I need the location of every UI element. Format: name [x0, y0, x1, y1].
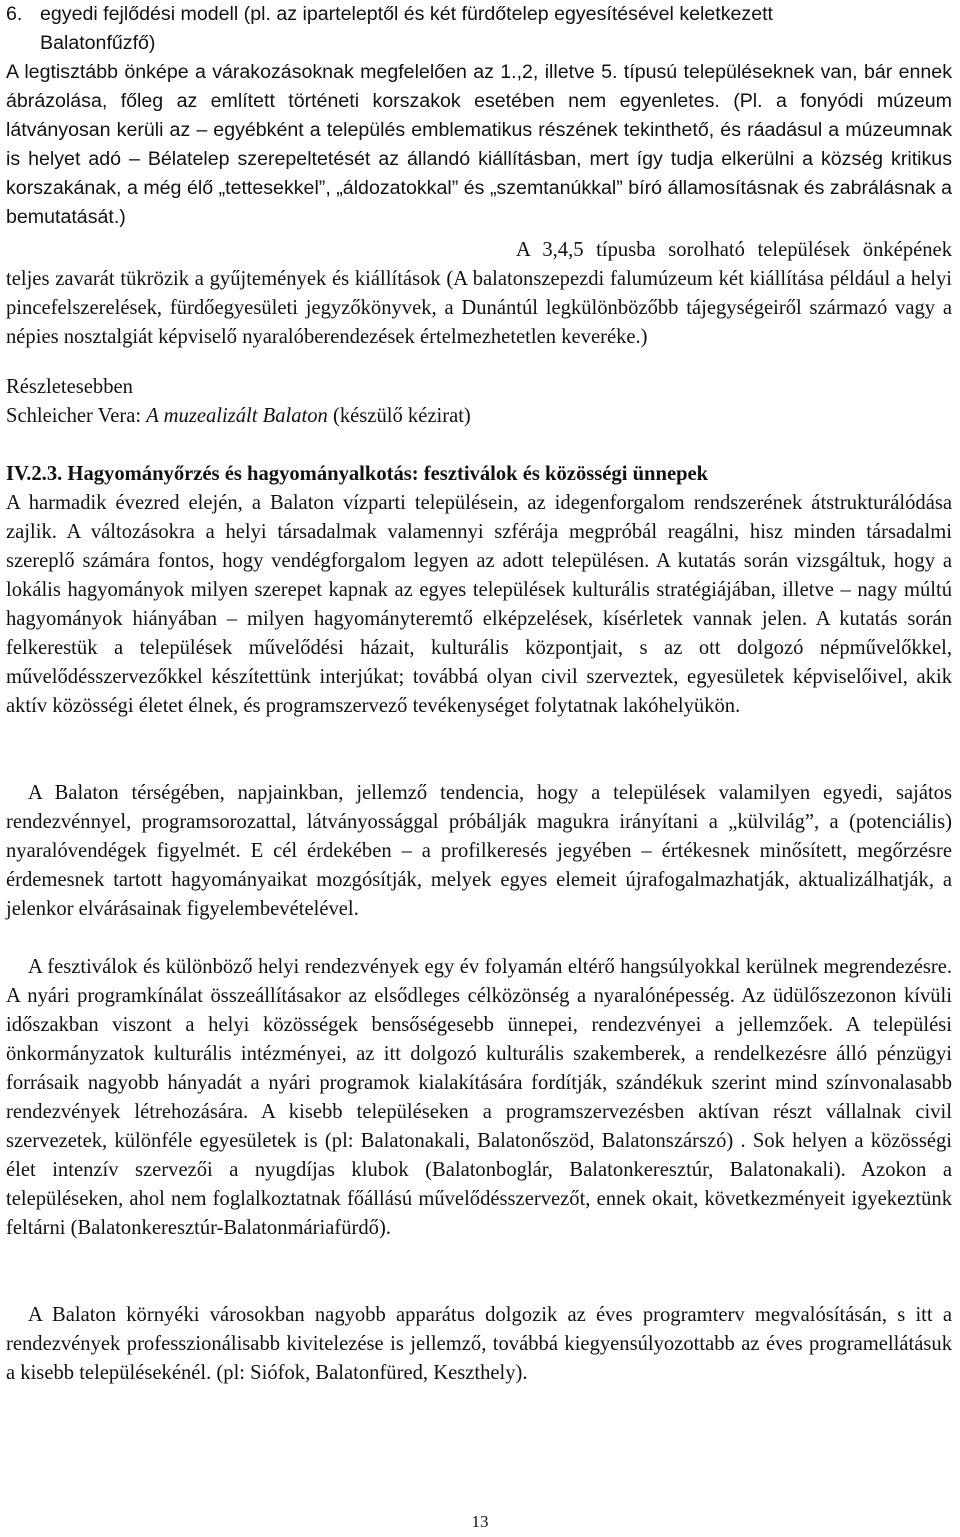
section-title: Hagyományőrzés és hagyományalkotás: fesztiválok és közösségi ünnepek	[62, 463, 709, 485]
list-item-text: egyedi fejlődési modell (pl. az iparteleptől és két fürdőtelep egyesítésével keletkezett	[40, 3, 774, 25]
reference-title: A muzealizált Balaton	[146, 405, 328, 427]
paragraph-3: A fesztiválok és különböző helyi rendezvények egy év folyamán eltérő hangsúlyokkal kerülnek megrendezésre. A nyári programkínálat összeállításakor az elsődleges célközönség a nyaralónépesség. Az üdülőszezonon kívüli időszakban viszont a helyi közösségek bensőségesebb ünnepei, rendezvényei a jellemzőek. A települési önkormányzatok kulturális intézményei, az itt dolgozó kulturális szakemberek, a rendelkezésre álló pénzügyi forrásaik nagyobb hányadát a nyári programok kialakítására fordítják, szándékuk szerint mind színvonalasabb rendezvények létrehozására. A kisebb településeken a programszervezésben aktívan részt vállalnak civil szervezetek, különféle egyesületek is (pl: Balatonakali, Balatonőszöd, Balatonszárszó) . Sok helyen a közösségi élet intenzív szervezői a nyugdíjas klubok (Balatonboglár, Balatonkeresztúr, Balatonakali). Azokon a településeken, ahol nem foglalkoztatnak főállású művelődésszervezőt, ennek okait, következményeit igyekeztünk feltárni (Balatonkeresztúr-Balatonmáriafürdő).	[6, 956, 952, 1239]
reference-author: Schleicher Vera:	[6, 405, 147, 427]
list-item-line-1	[6, 0, 773, 29]
list-item-line-2: Balatonfűzfő)	[40, 32, 156, 54]
museum-paragraph-text: A legtisztább önképe a várakozásoknak megfelelően az 1.,2, illetve 5. típusú településeknek van, bár ennek ábrázolása, főleg az említett történeti korszakok esetében nem egyenletes. (Pl. a fonyódi múzeum látványosan kerüli az – egyébként a település emblematikus részének tekinthető, és ráadásul a múzeumnak is helyet adó – Bélatelep szerepeltetését az állandó kiállításban, mert így tudja elkerülni a község kritikus korszakának, a még élő „tettesekkel”, „áldozatokkal” és „szemtanúkkal” bíró államosításnak és zabrálásnak a bemutatását.)	[6, 61, 952, 228]
paragraph-1: A harmadik évezred elején, a Balaton vízparti településein, az idegenforgalom rendszerének átstrukturálódása zajlik. A változásokra a helyi társadalmak valamennyi szférája megpróbál reagálni, hisz minden társadalmi szereplő számára fontos, hogy vendégforgalom legyen az adott településen. A kutatás során vizsgáltuk, hogy a lokális hagyományok milyen szerepet kapnak az egyes települések kulturális stratégiájában, illetve – nagy múltú hagyományok hiányában – milyen hagyományteremtő elképzelések, kísérletek vannak jelen. A kutatás során felkerestük a települések művelődési házait, kulturális központjait, s az ott dolgozó népművelőkkel, művelődésszervezőkkel készítettünk interjúkat; továbbá olyan civil szerveztek, egyesületek képviselőivel, akik aktív közösségi életet élnek, és programszervező tevékenységet folytatnak lakóhelyükön.	[6, 492, 952, 717]
page-number: 13	[471, 1512, 489, 1531]
typology-paragraph	[6, 236, 952, 352]
reference-citation	[6, 402, 952, 431]
list-item-number: 6.	[6, 3, 23, 25]
paragraph-4: A Balaton környéki városokban nagyobb apparátus dolgozik az éves programterv megvalósításán, s itt a rendezvények professzionálisabb kivitelezése is jellemző, továbbá kiegyensúlyozottabb az éves programellátásuk a kisebb településekénél. (pl: Siófok, Balatonfüred, Keszthely).	[6, 1304, 952, 1384]
reference-note: (készülő kézirat)	[327, 405, 471, 427]
section-number: IV.2.3.	[6, 463, 63, 485]
section-heading	[6, 460, 952, 489]
paragraph-2: A Balaton térségében, napjainkban, jellemző tendencia, hogy a települések valamilyen egyedi, sajátos rendezvénnyel, programsorozattal, látványossággal próbálják magukra irányítani a „külvilág”, a (potenciális) nyaralóvendégek figyelmét. E cél érdekében – a profilkeresés jegyében – értékesnek minősített, megőrzésre érdemesnek tartott hagyományaikat mozgósítják, melyek egyes elemeit újrafogalmazhatják, aktualizálhatják, a jelenkor elvárásainak figyelembevételével.	[6, 782, 952, 920]
typology-paragraph-text: A 3,4,5 típusba sorolható települések önképének teljes zavarát tükrözik a gyűjtemények és kiállítások (A balatonszepezdi falumúzeum két kiállítása például a helyi pincefelszerelések, fürdőegyesületi jegyzőkönyvek, a Dunántúl legkülönbözőbb tájegységeiről származó vagy a népies nosztalgiát képviselő nyaralóberendezések értelmezhetetlen keveréke.)	[6, 239, 952, 348]
reference-heading: Részletesebben	[6, 376, 133, 398]
